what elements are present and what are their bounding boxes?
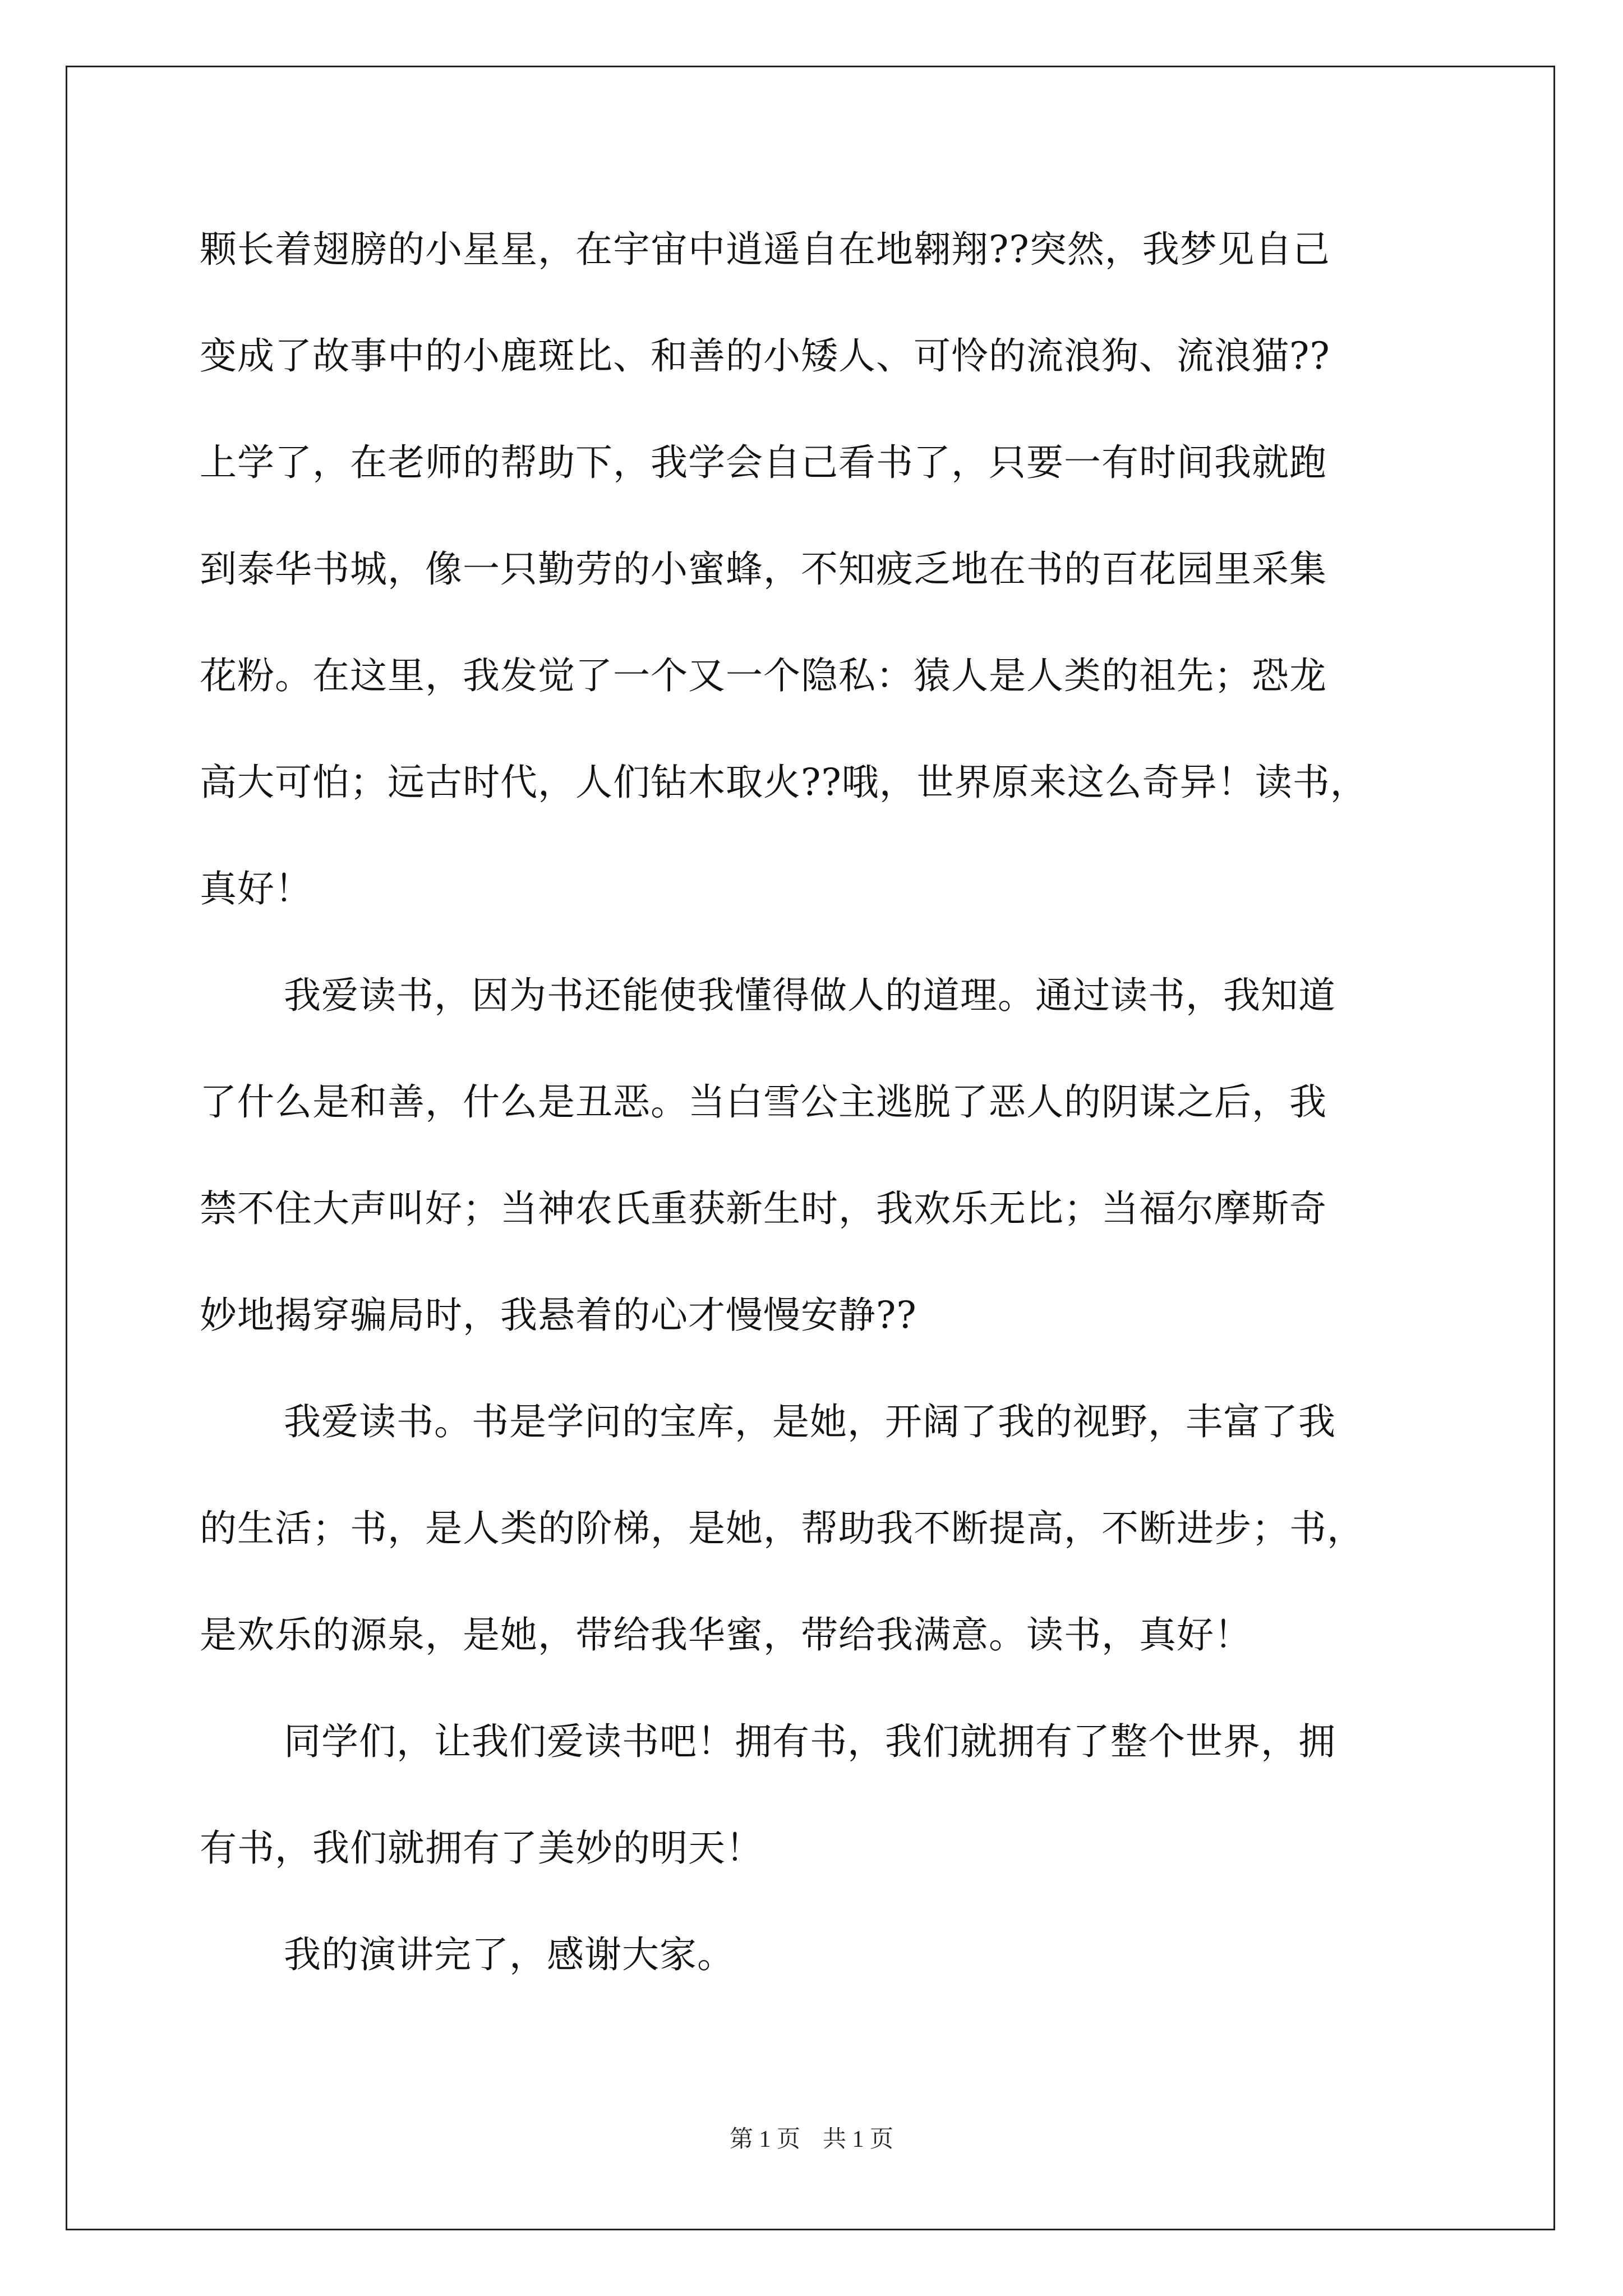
text-line: 了什么是和善，什么是丑恶。当白雪公主逃脱了恶人的阴谋之后，我 [200, 1080, 1327, 1124]
text-line: 有书，我们就拥有了美妙的明天！ [200, 1826, 763, 1870]
paragraph-first-line: 我爱读书。书是学问的宝库，是她，开阔了我的视野，丰富了我 [284, 1400, 1336, 1443]
text-line: 到泰华书城，像一只勤劳的小蜜蜂，不知疲乏地在书的百花园里采集 [200, 547, 1327, 591]
paragraph-first-line: 我的演讲完了，感谢大家。 [284, 1933, 735, 1976]
paragraph-first-line: 我爱读书，因为书还能使我懂得做人的道理。通过读书，我知道 [284, 974, 1336, 1017]
text-line: 禁不住大声叫好；当神农氏重获新生时，我欢乐无比；当福尔摩斯奇 [200, 1187, 1327, 1230]
text-line: 高大可怕；远古时代，人们钻木取火??哦，世界原来这么奇异！读书， [200, 761, 1368, 804]
text-line: 颗长着翅膀的小星星，在宇宙中逍遥自在地翱翔??突然，我梦见自己 [200, 228, 1330, 271]
text-line: 的生活；书，是人类的阶梯，是她，帮助我不断提高，不断进步；书， [200, 1507, 1364, 1550]
paragraph-first-line: 同学们，让我们爱读书吧！拥有书，我们就拥有了整个世界，拥 [284, 1720, 1336, 1763]
document-body [200, 224, 1422, 2036]
text-line: 花粉。在这里，我发觉了一个又一个隐私：猿人是人类的祖先；恐龙 [200, 654, 1327, 697]
text-line: 真好！ [200, 867, 312, 910]
text-line: 是欢乐的源泉，是她，带给我华蜜，带给我满意。读书，真好！ [200, 1613, 1252, 1657]
text-line: 上学了，在老师的帮助下，我学会自己看书了，只要一有时间我就跑 [200, 441, 1327, 484]
text-line: 妙地揭穿骗局时，我悬着的心才慢慢安静?? [200, 1294, 917, 1337]
page-total: 共 1 页 [823, 2127, 894, 2152]
text-line: 变成了故事中的小鹿斑比、和善的小矮人、可怜的流浪狗、流浪猫?? [200, 334, 1330, 378]
page-number: 第 1 页 [729, 2127, 800, 2152]
page-footer [0, 2120, 1623, 2154]
